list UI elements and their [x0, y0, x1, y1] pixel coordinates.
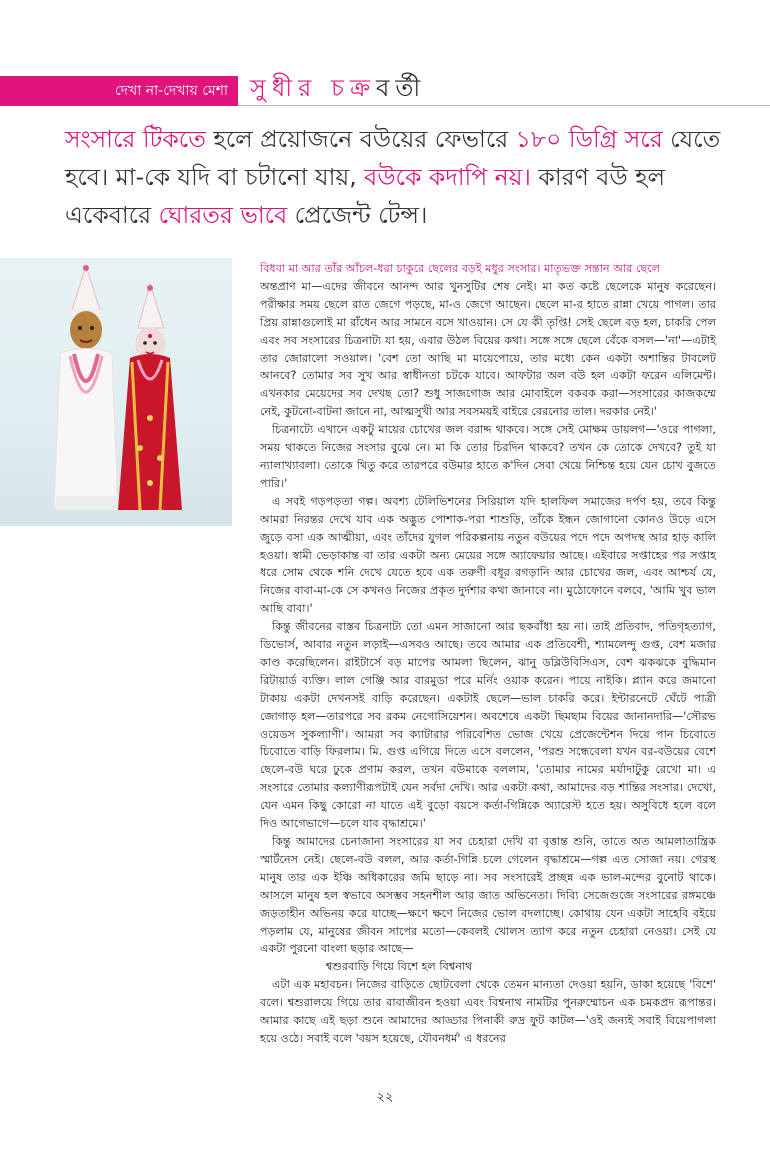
author-first-name: সুধীর: [250, 74, 318, 102]
article-lead-line: বিধবা মা আর তাঁর আঁচল-ধরা চাকুরে ছেলের বড়ই মধুর সংসার। মাতৃভক্ত সন্তান আর ছেলে: [260, 262, 661, 275]
headline-text-4: প্রেজেন্ট টেন্স।: [287, 201, 428, 229]
author-last-name-a: চক্র: [331, 74, 377, 102]
wedding-dolls-illustration: [0, 258, 232, 526]
headline-text-3: কারণ বউ হল একেবারে: [65, 163, 665, 229]
article-paragraph-3: এ সবই গড়পড়তা গল্প। অবশ্য টেলিভিশনের সিরিয়াল যদি হালফিল সমাজের দর্পণ হয়, তবে কিন্তু আমরা নিরন্তর দেখে যাব এক অদ্ভুত পোশাক-পরা শাশুড়ি, তাঁকে ইন্ধন জোগানো কোনও উড়ে এসে জুড়ে বসা এক আত্মীয়া, এবং তাঁদের যুগল পরিকল্পনায় নতুন বউয়ের পদে পদে অপদস্থ আর হাড় কালি হওয়া। স্বামী ভেড়াকান্ত বা তার একটা অন্য মেয়ের সঙ্গে অ্যাফেয়ার আছে। এইবারে সপ্তাহের পর সপ্তাহ ধরে সোম থেকে শনি দেখে যেতে হবে এক তরুণী বধূর রগড়ানি আর চোখের জল, এবং আশ্চর্য যে, নিজের বাবা-মা-কে সে কখনও নিজের প্রকৃত দুর্দশার কথা জানাবে না। মুঠোফোনে বলবে, 'আমি খুব ভাল আছি বাবা।': [260, 494, 716, 616]
header-rule: [238, 105, 770, 106]
headline-highlight-3: বউকে কদাপি নয়।: [364, 163, 531, 191]
headline-highlight-2: ১৮০ ডিগ্রি সরে: [515, 125, 663, 153]
article-paragraph-6: এটা এক মহাবচন। নিজের বাড়িতে ছোটবেলা থেকে তেমন মান্যতা দেওয়া হয়নি, ডাকা হয়েছে 'বিশে' বলে। শ্বশুরালয়ে গিয়ে তার বাবাজীবন হওয়া এবং বিশ্বনাথ নামটির পুনরুম্মোচন এক চমকপ্রদ রূপান্তর। আমার কাছে এই ছড়া শুনে আমাদের আড্ডার পিনাকী রুদ্র ফুট কাটল—'ওই জন্যই সবাই বিয়েপাগলা হয়ে ওঠে। সবাই বলে 'বয়স হয়েছে, যৌবনধর্ম' এ ধরনের: [260, 978, 716, 1045]
article-verse: শ্বশুরবাড়ি গিয়ে বিশে হল বিশ্বনাথ: [326, 960, 473, 974]
article-paragraph-2: চিত্রনাট্যে এখানে একটু মায়ের চোখের জল বরাদ্দ থাকবে। সঙ্গে সেই মোক্ষম ডায়লগ—'ওরে পাগলা, সময় থাকতে নিজের সংসার বুঝে নে। মা কি তোর চিরদিন থাকবে? তখন কে তোকে দেখবে? তুই যা ন্যালাখ্যাবলা। তোকে থিতু করে তারপরে বউমার হাতে ক'দিন সেবা খেয়ে নিশ্চিন্ত হয়ে যেন চোখ বুজতে পারি।': [260, 423, 716, 490]
wedding-dolls-photo: [0, 258, 232, 526]
headline-highlight-4: ঘোরতর ভাবে: [158, 201, 288, 229]
article-paragraph-4: কিন্তু জীবনের বাস্তব চিত্রনাট্য তো এমন সাজানো আর ছকবাঁধা হয় না। তাই প্রতিবাদ, পতিগৃহত্যাগ, ডিভোর্স, আবার নতুন লড়াই—এসবও আছে। তবে আমার এক প্রতিবেশী, শ্যামলেন্দু গুপ্ত, বেশ মজার কাণ্ড করেছিলেন। রাইটার্সে বড় মাপের আমলা ছিলেন, ঝানু ডব্লিউবিসিএস, বেশ ঝকঝকে বুদ্ধিমান রিটায়ার্ড ব্যক্তি। লাল গেঞ্জি আর বারমুডা পরে মর্নিং ওয়াক করেন। পায়ে নাইকি। প্ল্যান করে জমানো টাকায় একটা দেখনসই বাড়ি করেছেন। একটাই ছেলে—ভাল চাকরি করে। ইন্টারনেটে ঘেঁটে পাত্রী জোগাড় হল—তারপরে সব রকম নেগোসিয়েশন। অবশেষে একটা ছিমছাম বিয়ের জানানদারি—'সৌরভ ওয়েডস সুকল্যাণী'। আমরা সব ক্যাটারার পরিবেশিত ভোজ খেয়ে প্রেজেন্টেশন দিয়ে পান চিবোতে চিবোতে বাড়ি ফিরলাম। মি. গুপ্ত এগিয়ে দিতে এসে বললেন, 'পরশু সন্ধেবেলা যখন বর-বউয়ের বেশে ছেলে-বউ ঘরে ঢুকে প্রণাম করল, তখন বউমাকে বললাম, 'তোমার নামের মর্যাদাটুকু রেখো মা। এ সংসারে তোমার কল্যাণীরূপটাই যেন সর্বদা দেখি। আর একটা কথা, আমাদের বড় শান্তির সংসার। দেখো, যেন এমন কিছু কোরো না যাতে এই বুড়ো বয়সে কর্তা-গিন্নিকে অ্যারেস্ট হতে হয়। অসুবিধে হলে বলে দিও আগেভাগে—চলে যাব বৃদ্ধাশ্রমে।': [260, 620, 716, 831]
author-name: [250, 70, 426, 106]
headline-text-1: হলে প্রয়োজনে বউয়ের ফেভারে: [205, 125, 516, 153]
article-paragraph-1: অন্তপ্রাণ মা—এদের জীবনে আনন্দ আর খুনসুটির শেষ নেই। মা কত কষ্টে ছেলেকে মানুষ করেছেন। পরীক্ষার সময় ছেলে রাত জেগে পড়ছে, মা-ও জেগে আছেন। ছেলে মা-র হাতে রান্না খেয়ে পাগল। তার প্রিয় রান্নাগুলোই মা রাঁধেন আর সামনে বসে খাওয়ান। সে যে কী তৃপ্তি! সেই ছেলে বড় হল, চাকরি পেল এবং সব সংসারের চিত্রনাট্য যা হয়, এবার উঠল বিয়ের কথা। সঙ্গে সঙ্গে ছেলে বেঁকে বসল—'না'—এটাই তার জোরালো সওয়াল। 'বেশ তো আছি মা মায়েপোয়ে, তার মধ্যে কেন একটা অশান্তির টাবলেট আনবে? তোমার সব সুখ আর স্বাধীনতা চটকে যাবে। আফটার অল বউ হল একটা ফরেন এলিমেন্ট। এখনকার মেয়েদের সব দেখছ তো? শুধু সাজগোজ আর মোবাইলে বকবক করা—সংসারের কাজকম্মে নেই, কুটনো-বাটনা জানে না, আত্মসুখী আর সবসময়ই বাইরে বেরনোর তাল। দরকার নেই।': [260, 279, 716, 419]
headline-text-2: যেতে হবে। মা-কে যদি বা চটানো যায়,: [65, 125, 721, 191]
headline: [65, 120, 745, 234]
article-paragraph-5: কিন্তু আমাদের চেনাজানা সংসারের যা সব চেহারা দেখি বা বৃত্তান্ত শুনি, তাতে অত আমলাতান্ত্রিক স্মার্টনেস নেই। ছেলে-বউ বলল, আর কর্তা-গিন্নি চলে গেলেন বৃদ্ধাশ্রমে—গল্প এত সোজা নয়। গেরস্থ মানুষ তার এক ইঞ্চি অধিকারের জমি ছাড়ে না। সব সংসারেই প্রচ্ছন্ন এক ভাল-মন্দের বুনোট থাকে। আসলে মানুষ হল স্বভাবে অসম্ভব সহনশীল আর জাত অভিনেতা। দিব্যি সেজেগুজে সংসারের রঙ্গমঞ্চে জড়তাহীন অভিনয় করে যাচ্ছে—ক্ষণে ক্ষণে নিজের ভোল বদলাচ্ছে। কোথায় যেন একটা সাহেবি বইয়ে পড়লাম যে, মানুষের জীবন সাপের মতো—কেবলই খোলস ত্যাগ করে নতুন চেহারা নেওয়া। সেই যে একটা পুরনো বাংলা ছড়ার আছে—: [260, 835, 716, 956]
author-last-name-b: বর্তী: [376, 74, 427, 102]
article-body: [260, 260, 716, 1048]
headline-highlight-1: সংসারে টিকতে: [65, 125, 206, 153]
section-label: দেখা না-দেখায় মেশা: [0, 76, 238, 106]
page-number: ২২: [376, 1090, 394, 1105]
